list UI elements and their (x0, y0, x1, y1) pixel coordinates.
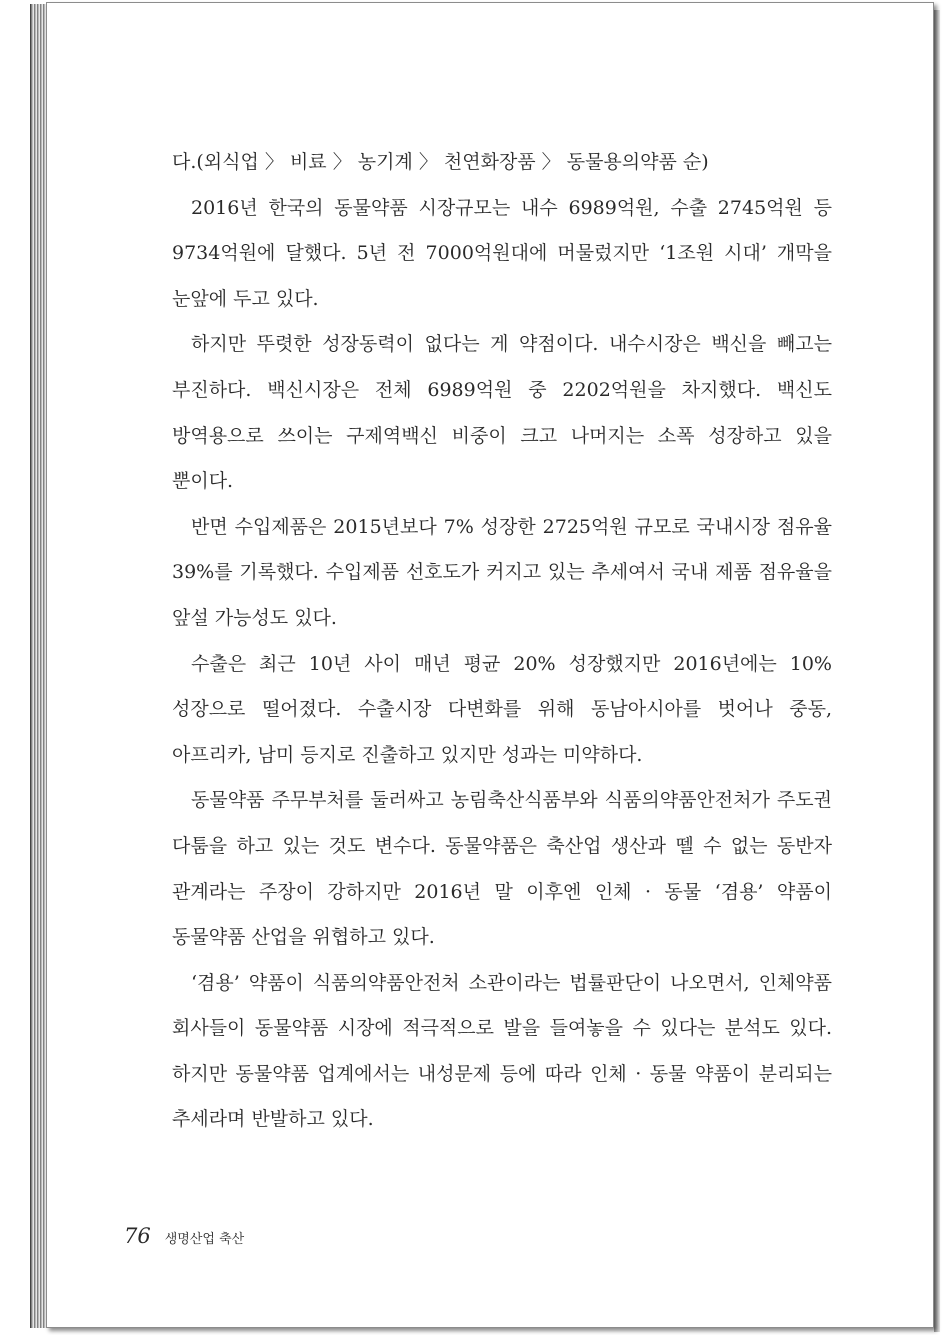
page-shadow (934, 10, 940, 1332)
page-number: 76 (124, 1224, 151, 1248)
paragraph-dual-use: ‘겸용’ 약품이 식품의약품안전처 소관이라는 법률판단이 나오면서, 인체약품 회사들이 동물약품 시장에 적극적으로 발을 들여놓을 수 있다는 분석도 있다. 하지만 동물약품 업계에서는 내성문제 등에 따라 인체 · 동물 약품이 분리되는 추세라며 반발하고 있다. (172, 971, 832, 1131)
running-title: 생명산업 축산 (164, 1232, 245, 1247)
paragraph-continuation: 다.(외식업 〉 비료 〉 농기계 〉 천연화장품 〉 동물용의약품 순) (172, 151, 709, 173)
paragraph-imports: 반면 수입제품은 2015년보다 7% 성장한 2725억원 규모로 국내시장 점유율 39%를 기록했다. 수입제품 선호도가 커지고 있는 추세여서 국내 제품 점유율을 앞설 가능성도 있다. (172, 515, 832, 629)
paragraph-market-size: 2016년 한국의 동물약품 시장규모는 내수 6989억원, 수출 2745억원 등 9734억원에 달했다. 5년 전 7000억원대에 머물렀지만 ‘1조원 시대’ 개막을 눈앞에 두고 있다. (172, 196, 832, 310)
paragraph-ministry: 동물약품 주무부처를 둘러싸고 농림축산식품부와 식품의약품안전처가 주도권 다툼을 하고 있는 것도 변수다. 동물약품은 축산업 생산과 뗄 수 없는 동반자 관계라는 주장이 강하지만 2016년 말 이후엔 인체 · 동물 ‘겸용’ 약품이 동물약품 산업을 위협하고 있다. (172, 789, 832, 949)
paragraph-exports: 수출은 최근 10년 사이 매년 평균 20% 성장했지만 2016년에는 10% 성장으로 떨어졌다. 수출시장 다변화를 위해 동남아시아를 벗어나 중동, 아프리카, 남미 등지로 진출하고 있지만 성과는 미약하다. (172, 652, 832, 766)
book-page (46, 2, 934, 1328)
page-footer (124, 1224, 244, 1248)
paragraph-weakness: 하지만 뚜렷한 성장동력이 없다는 게 약점이다. 내수시장은 백신을 빼고는 부진하다. 백신시장은 전체 6989억원 중 2202억원을 차지했다. 백신도 방역용으로 쓰이는 구제역백신 비중이 크고 나머지는 소폭 성장하고 있을 뿐이다. (172, 333, 832, 493)
body-text (172, 140, 832, 1143)
